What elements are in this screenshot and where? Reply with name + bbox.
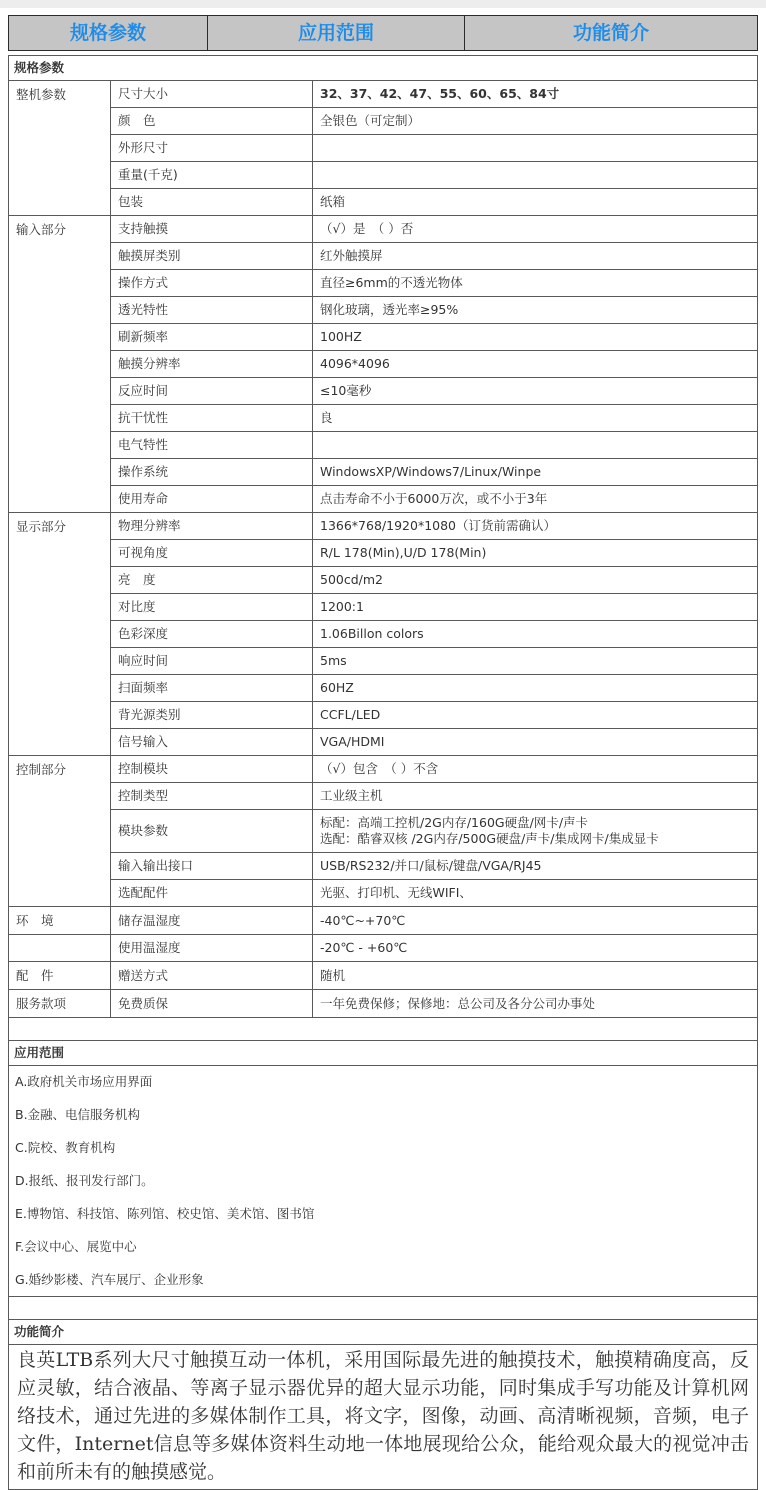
spec-label: 响应时间	[111, 648, 313, 675]
function-description-row	[9, 1345, 758, 1490]
spec-label: 支持触摸	[111, 216, 313, 243]
spec-value: 32、37、42、47、55、60、65、84寸	[313, 81, 758, 108]
spec-label: 模块参数	[111, 810, 313, 853]
spec-value: 一年免费保修；保修地：总公司及各分公司办事处	[313, 990, 758, 1018]
tab-specs[interactable]: 规格参数	[69, 22, 146, 44]
spacer-row	[9, 1297, 758, 1320]
spec-label: 信号输入	[111, 729, 313, 756]
spec-table	[8, 55, 758, 1490]
application-item: F.会议中心、展览中心	[15, 1239, 137, 1254]
spec-row	[9, 810, 758, 853]
spec-value: 随机	[313, 962, 758, 990]
spec-value: 钢化玻璃，透光率≥95%	[313, 297, 758, 324]
spec-value: 直径≥6mm的不透光物体	[313, 270, 758, 297]
spec-label: 使用温湿度	[111, 935, 313, 962]
spec-row	[9, 990, 758, 1018]
spec-value	[313, 432, 758, 459]
section-header-applications-label: 应用范围	[9, 1041, 758, 1066]
spec-value: -40℃~+70℃	[313, 907, 758, 935]
spec-row	[9, 648, 758, 675]
spec-value: ≤10毫秒	[313, 378, 758, 405]
spec-row	[9, 81, 758, 108]
spec-row	[9, 567, 758, 594]
spec-row	[9, 513, 758, 540]
spec-row	[9, 594, 758, 621]
application-item: E.博物馆、科技馆、陈列馆、校史馆、美术馆、图书馆	[15, 1206, 315, 1221]
application-item: C.院校、教育机构	[15, 1140, 116, 1155]
spec-value: （√）包含 （ ）不含	[313, 756, 758, 783]
spec-label: 操作系统	[111, 459, 313, 486]
spacer-row	[9, 1018, 758, 1041]
spec-label: 电气特性	[111, 432, 313, 459]
spec-value: R/L 178(Min),U/D 178(Min)	[313, 540, 758, 567]
spec-value: 标配：高端工控机/2G内存/160G硬盘/网卡/声卡 选配：酷睿双核 /2G内存/500G硬盘/声卡/集成网卡/集成显卡	[313, 810, 758, 853]
spec-label: 可视角度	[111, 540, 313, 567]
spec-row	[9, 405, 758, 432]
spec-value	[313, 162, 758, 189]
spec-label: 外形尺寸	[111, 135, 313, 162]
spec-label: 对比度	[111, 594, 313, 621]
application-item: G.婚纱影楼、汽车展厅、企业形象	[15, 1272, 204, 1287]
spec-row	[9, 621, 758, 648]
spec-label: 控制模块	[111, 756, 313, 783]
spec-value: （√）是 （ ）否	[313, 216, 758, 243]
spec-label: 抗干忧性	[111, 405, 313, 432]
spec-row	[9, 702, 758, 729]
spec-value: CCFL/LED	[313, 702, 758, 729]
spec-group-name	[9, 935, 111, 962]
section-header-specs-label: 规格参数	[9, 56, 758, 81]
function-description: 良英LTB系列大尺寸触摸互动一体机，采用国际最先进的触摸技术，触摸精确度高，反应灵敏，结合液晶、等离子显示器优异的超大显示功能，同时集成手写功能及计算机网络技术，通过先进的多媒体制作工具，将文字，图像，动画、高清晰视频，音频，电子文件，Internet信息等多媒体资料生动地一体地展现给公众，能给观众最大的视觉冲击和前所未有的触摸感觉。	[9, 1345, 758, 1490]
tab-bar	[8, 15, 758, 51]
spec-value: 全银色（可定制）	[313, 108, 758, 135]
spec-row	[9, 935, 758, 962]
tab-applications[interactable]: 应用范围	[207, 16, 464, 50]
spec-row	[9, 907, 758, 935]
application-list-row	[9, 1066, 758, 1297]
spec-row	[9, 675, 758, 702]
spec-value: WindowsXP/Windows7/Linux/Winpe	[313, 459, 758, 486]
spec-value: 1.06Billon colors	[313, 621, 758, 648]
spec-value: 500cd/m2	[313, 567, 758, 594]
spec-row	[9, 486, 758, 513]
spec-value: 1366*768/1920*1080（订货前需确认）	[313, 513, 758, 540]
spec-group-name: 输入部分	[9, 216, 111, 513]
spec-row	[9, 540, 758, 567]
spacer-cell	[9, 1297, 758, 1320]
spec-group-name: 显示部分	[9, 513, 111, 756]
application-list	[9, 1066, 758, 1297]
spec-label: 尺寸大小	[111, 81, 313, 108]
application-item: D.报纸、报刊发行部门。	[15, 1173, 154, 1188]
spec-label: 选配配件	[111, 880, 313, 907]
spec-row	[9, 162, 758, 189]
spec-row	[9, 351, 758, 378]
spec-label: 控制类型	[111, 783, 313, 810]
spec-row	[9, 216, 758, 243]
spec-label: 刷新频率	[111, 324, 313, 351]
spec-row	[9, 853, 758, 880]
spec-value: USB/RS232/并口/鼠标/键盘/VGA/RJ45	[313, 853, 758, 880]
spec-row	[9, 189, 758, 216]
spec-row	[9, 962, 758, 990]
spec-label: 赠送方式	[111, 962, 313, 990]
spec-value	[313, 135, 758, 162]
spec-label: 反应时间	[111, 378, 313, 405]
spec-value: 4096*4096	[313, 351, 758, 378]
spec-value: 1200:1	[313, 594, 758, 621]
section-header-specs	[9, 56, 758, 81]
application-item: A.政府机关市场应用界面	[15, 1074, 153, 1089]
spec-label: 使用寿命	[111, 486, 313, 513]
spec-group-name: 整机参数	[9, 81, 111, 216]
spec-value: 光驱、打印机、无线WIFI、	[313, 880, 758, 907]
spec-value: 点击寿命不小于6000万次，或不小于3年	[313, 486, 758, 513]
spacer-cell	[9, 1018, 758, 1041]
spec-table-body	[9, 56, 758, 1490]
spec-row	[9, 297, 758, 324]
spec-label: 背光源类别	[111, 702, 313, 729]
spec-label: 输入输出接口	[111, 853, 313, 880]
spec-value: VGA/HDMI	[313, 729, 758, 756]
section-header-function-label: 功能简介	[9, 1320, 758, 1345]
spec-label: 物理分辨率	[111, 513, 313, 540]
spec-label: 触摸分辨率	[111, 351, 313, 378]
application-item: B.金融、电信服务机构	[15, 1107, 141, 1122]
spec-label: 触摸屏类别	[111, 243, 313, 270]
spec-row	[9, 432, 758, 459]
spec-row	[9, 108, 758, 135]
spec-value: 5ms	[313, 648, 758, 675]
page-content	[8, 15, 758, 1490]
spec-group-name: 服务款项	[9, 990, 111, 1018]
spec-row	[9, 135, 758, 162]
spec-label: 透光特性	[111, 297, 313, 324]
spec-label: 亮 度	[111, 567, 313, 594]
tab-function[interactable]: 功能简介	[464, 16, 757, 50]
spec-value: 良	[313, 405, 758, 432]
spec-row	[9, 783, 758, 810]
spec-label: 重量(千克)	[111, 162, 313, 189]
spec-label: 色彩深度	[111, 621, 313, 648]
spec-label: 扫面频率	[111, 675, 313, 702]
spec-row	[9, 459, 758, 486]
spec-row	[9, 729, 758, 756]
spec-value: 60HZ	[313, 675, 758, 702]
spec-group-name: 环 境	[9, 907, 111, 935]
section-header-function	[9, 1320, 758, 1345]
spec-row	[9, 243, 758, 270]
spec-label: 免费质保	[111, 990, 313, 1018]
spec-value: 100HZ	[313, 324, 758, 351]
spec-value: 工业级主机	[313, 783, 758, 810]
spec-value: 纸箱	[313, 189, 758, 216]
spec-group-name: 配 件	[9, 962, 111, 990]
spec-row	[9, 270, 758, 297]
spec-label: 储存温湿度	[111, 907, 313, 935]
page-top-strip	[0, 0, 766, 8]
spec-row	[9, 324, 758, 351]
spec-value: 红外触摸屏	[313, 243, 758, 270]
spec-row	[9, 378, 758, 405]
spec-group-name: 控制部分	[9, 756, 111, 907]
spec-value: -20℃ - +60℃	[313, 935, 758, 962]
spec-label: 颜 色	[111, 108, 313, 135]
spec-row	[9, 756, 758, 783]
spec-row	[9, 880, 758, 907]
spec-label: 操作方式	[111, 270, 313, 297]
spec-label: 包装	[111, 189, 313, 216]
section-header-applications	[9, 1041, 758, 1066]
